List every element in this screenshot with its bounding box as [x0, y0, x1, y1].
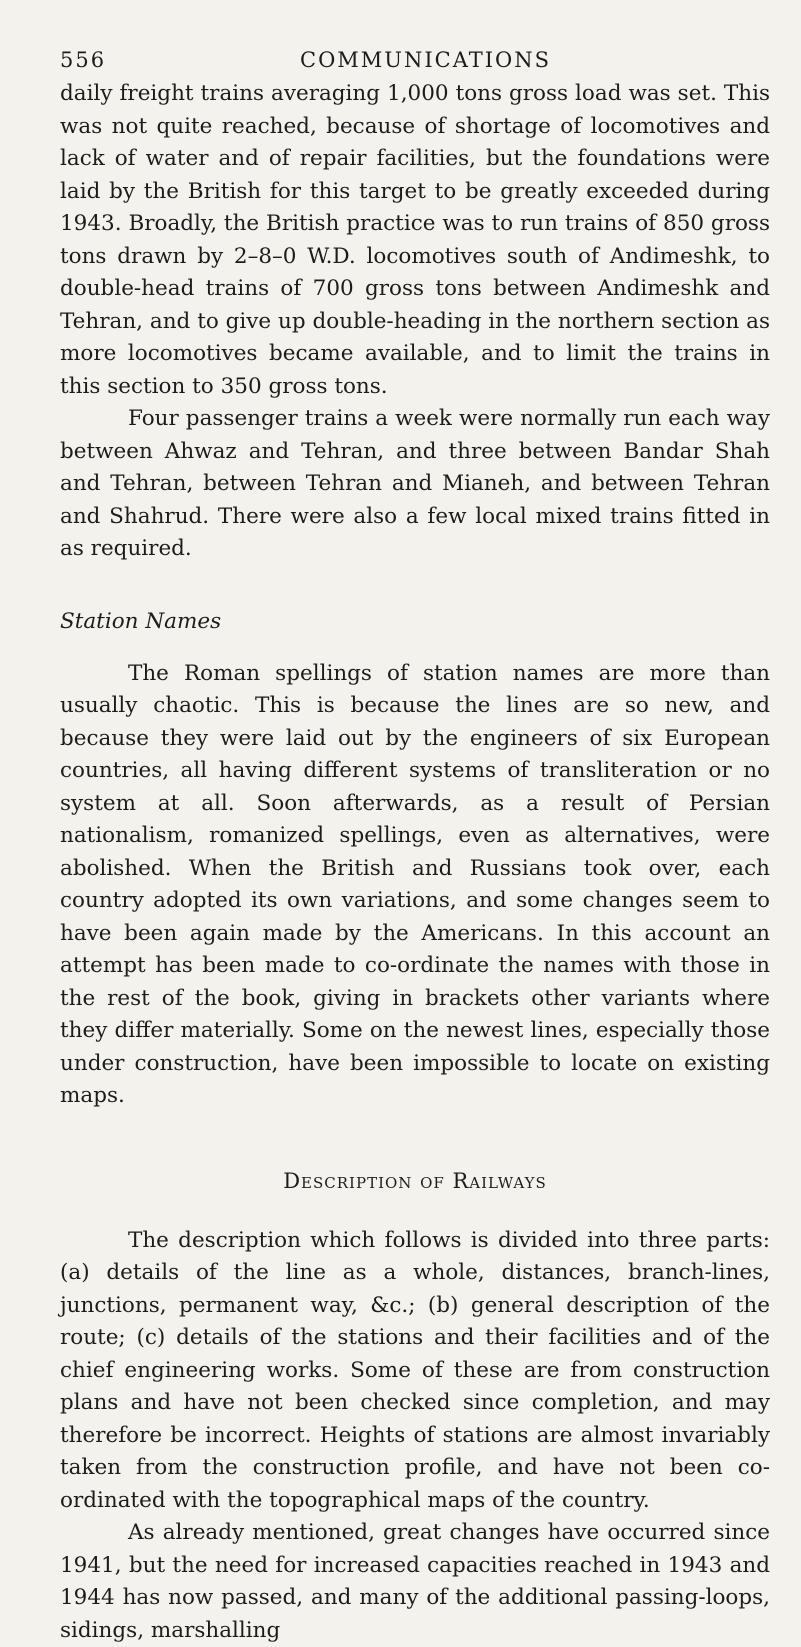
- paragraph-freight-trains: daily freight trains averaging 1,000 tons gross load was set. This was not quite reached, because of shortage of locomotives and lack of water and of repair facilities, but the foundations were laid by the British for this target to be greatly exceeded during 1943. Broadly, the British practice was to run trains of 850 gross tons drawn by 2–8–0 W.D. locomotives south of Andimeshk, to double-head trains of 700 gross tons between Andimeshk and Tehran, and to give up double-heading in the northern section as more locomotives became available, and to limit the trains in this section to 350 gross tons.: [60, 81, 770, 399]
- subheading-station-names: Station Names: [60, 608, 222, 634]
- page-number: 556: [60, 48, 107, 72]
- paragraph-description: The description which follows is divided into three parts: (a) details of the line as a whole, distances, branch-lines, junctions, permanent way, &c.; (b) general description of the route; (c) details of the stations and their facilities and of the chief engineering works. Some of these are from construction plans and have not been checked since completion, and may therefore be incorrect. Heights of stations are almost invariably taken from the construction profile, and have not been co-ordinated with the topographical maps of the country.: [60, 1227, 770, 1513]
- section-heading-description-of-railways: Description of Railways: [283, 1168, 547, 1193]
- book-page: [60, 48, 770, 1647]
- running-title: COMMUNICATIONS: [300, 48, 552, 72]
- running-head: [60, 48, 770, 78]
- paragraph-station-names: The Roman spellings of station names are more than usually chaotic. This is because the lines are so new, and because they were laid out by the engineers of six European countries, all having different systems of transliteration or no system at all. Soon afterwards, as a result of Persian nationalism, romanized spellings, even as alternatives, were abolished. When the British and Russians took over, each country adopted its own variations, and some changes seem to have been again made by the Americans. In this account an attempt has been made to co-ordinate the names with those in the rest of the book, giving in brackets other variants where they differ materially. Some on the newest lines, especially those under construction, have been impossible to locate on existing maps.: [60, 660, 770, 1108]
- paragraph-passenger-trains: Four passenger trains a week were normally run each way between Ahwaz and Tehran, and three between Bandar Shah and Tehran, between Tehran and Mianeh, and between Tehran and Shahrud. There were also a few local mixed trains fitted in as required.: [60, 406, 770, 561]
- paragraph-changes: As already mentioned, great changes have occurred since 1941, but the need for increased capacities reached in 1943 and 1944 has now passed, and many of the additional passing-loops, sidings, marshalling: [60, 1520, 770, 1643]
